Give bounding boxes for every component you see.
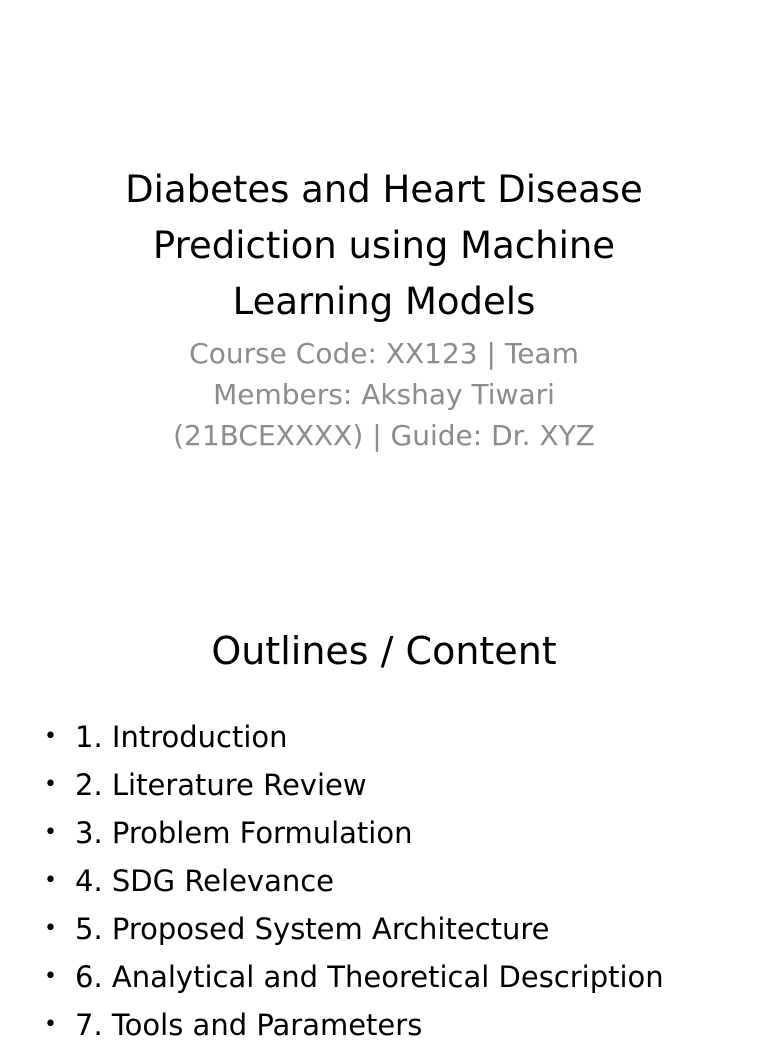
outline-list	[40, 713, 664, 1049]
outline-slide	[0, 576, 768, 1042]
outline-title: Outlines / Content	[211, 629, 557, 673]
outline-item-label: 3. Problem Formulation	[75, 816, 413, 850]
bullet-icon: •	[44, 772, 57, 797]
presentation-title: Diabetes and Heart Disease Prediction using Machine Learning Models	[125, 168, 643, 323]
outline-item-label: 5. Proposed System Architecture	[75, 912, 550, 946]
outline-item-label: 7. Tools and Parameters	[75, 1008, 423, 1042]
outline-item-label: 6. Analytical and Theoretical Description	[75, 960, 664, 994]
bullet-icon: •	[44, 964, 57, 989]
bullet-icon: •	[44, 868, 57, 893]
outline-item	[40, 953, 664, 1001]
outline-item-label: 4. SDG Relevance	[75, 864, 335, 898]
outline-item	[40, 713, 664, 761]
outline-item	[40, 809, 664, 857]
presentation-subtitle: Course Code: XX123 | Team Members: Akshay Tiwari (21BCEXXXX) | Guide: Dr. XYZ	[173, 337, 595, 452]
bullet-icon: •	[44, 916, 57, 941]
bullet-icon: •	[44, 1012, 57, 1037]
outline-item	[40, 905, 664, 953]
outline-item-label: 2. Literature Review	[75, 768, 367, 802]
bullet-icon: •	[44, 724, 57, 749]
outline-item	[40, 1001, 664, 1049]
outline-item-label: 1. Introduction	[75, 720, 288, 754]
outline-item	[40, 761, 664, 809]
outline-item	[40, 857, 664, 905]
bullet-icon: •	[44, 820, 57, 845]
